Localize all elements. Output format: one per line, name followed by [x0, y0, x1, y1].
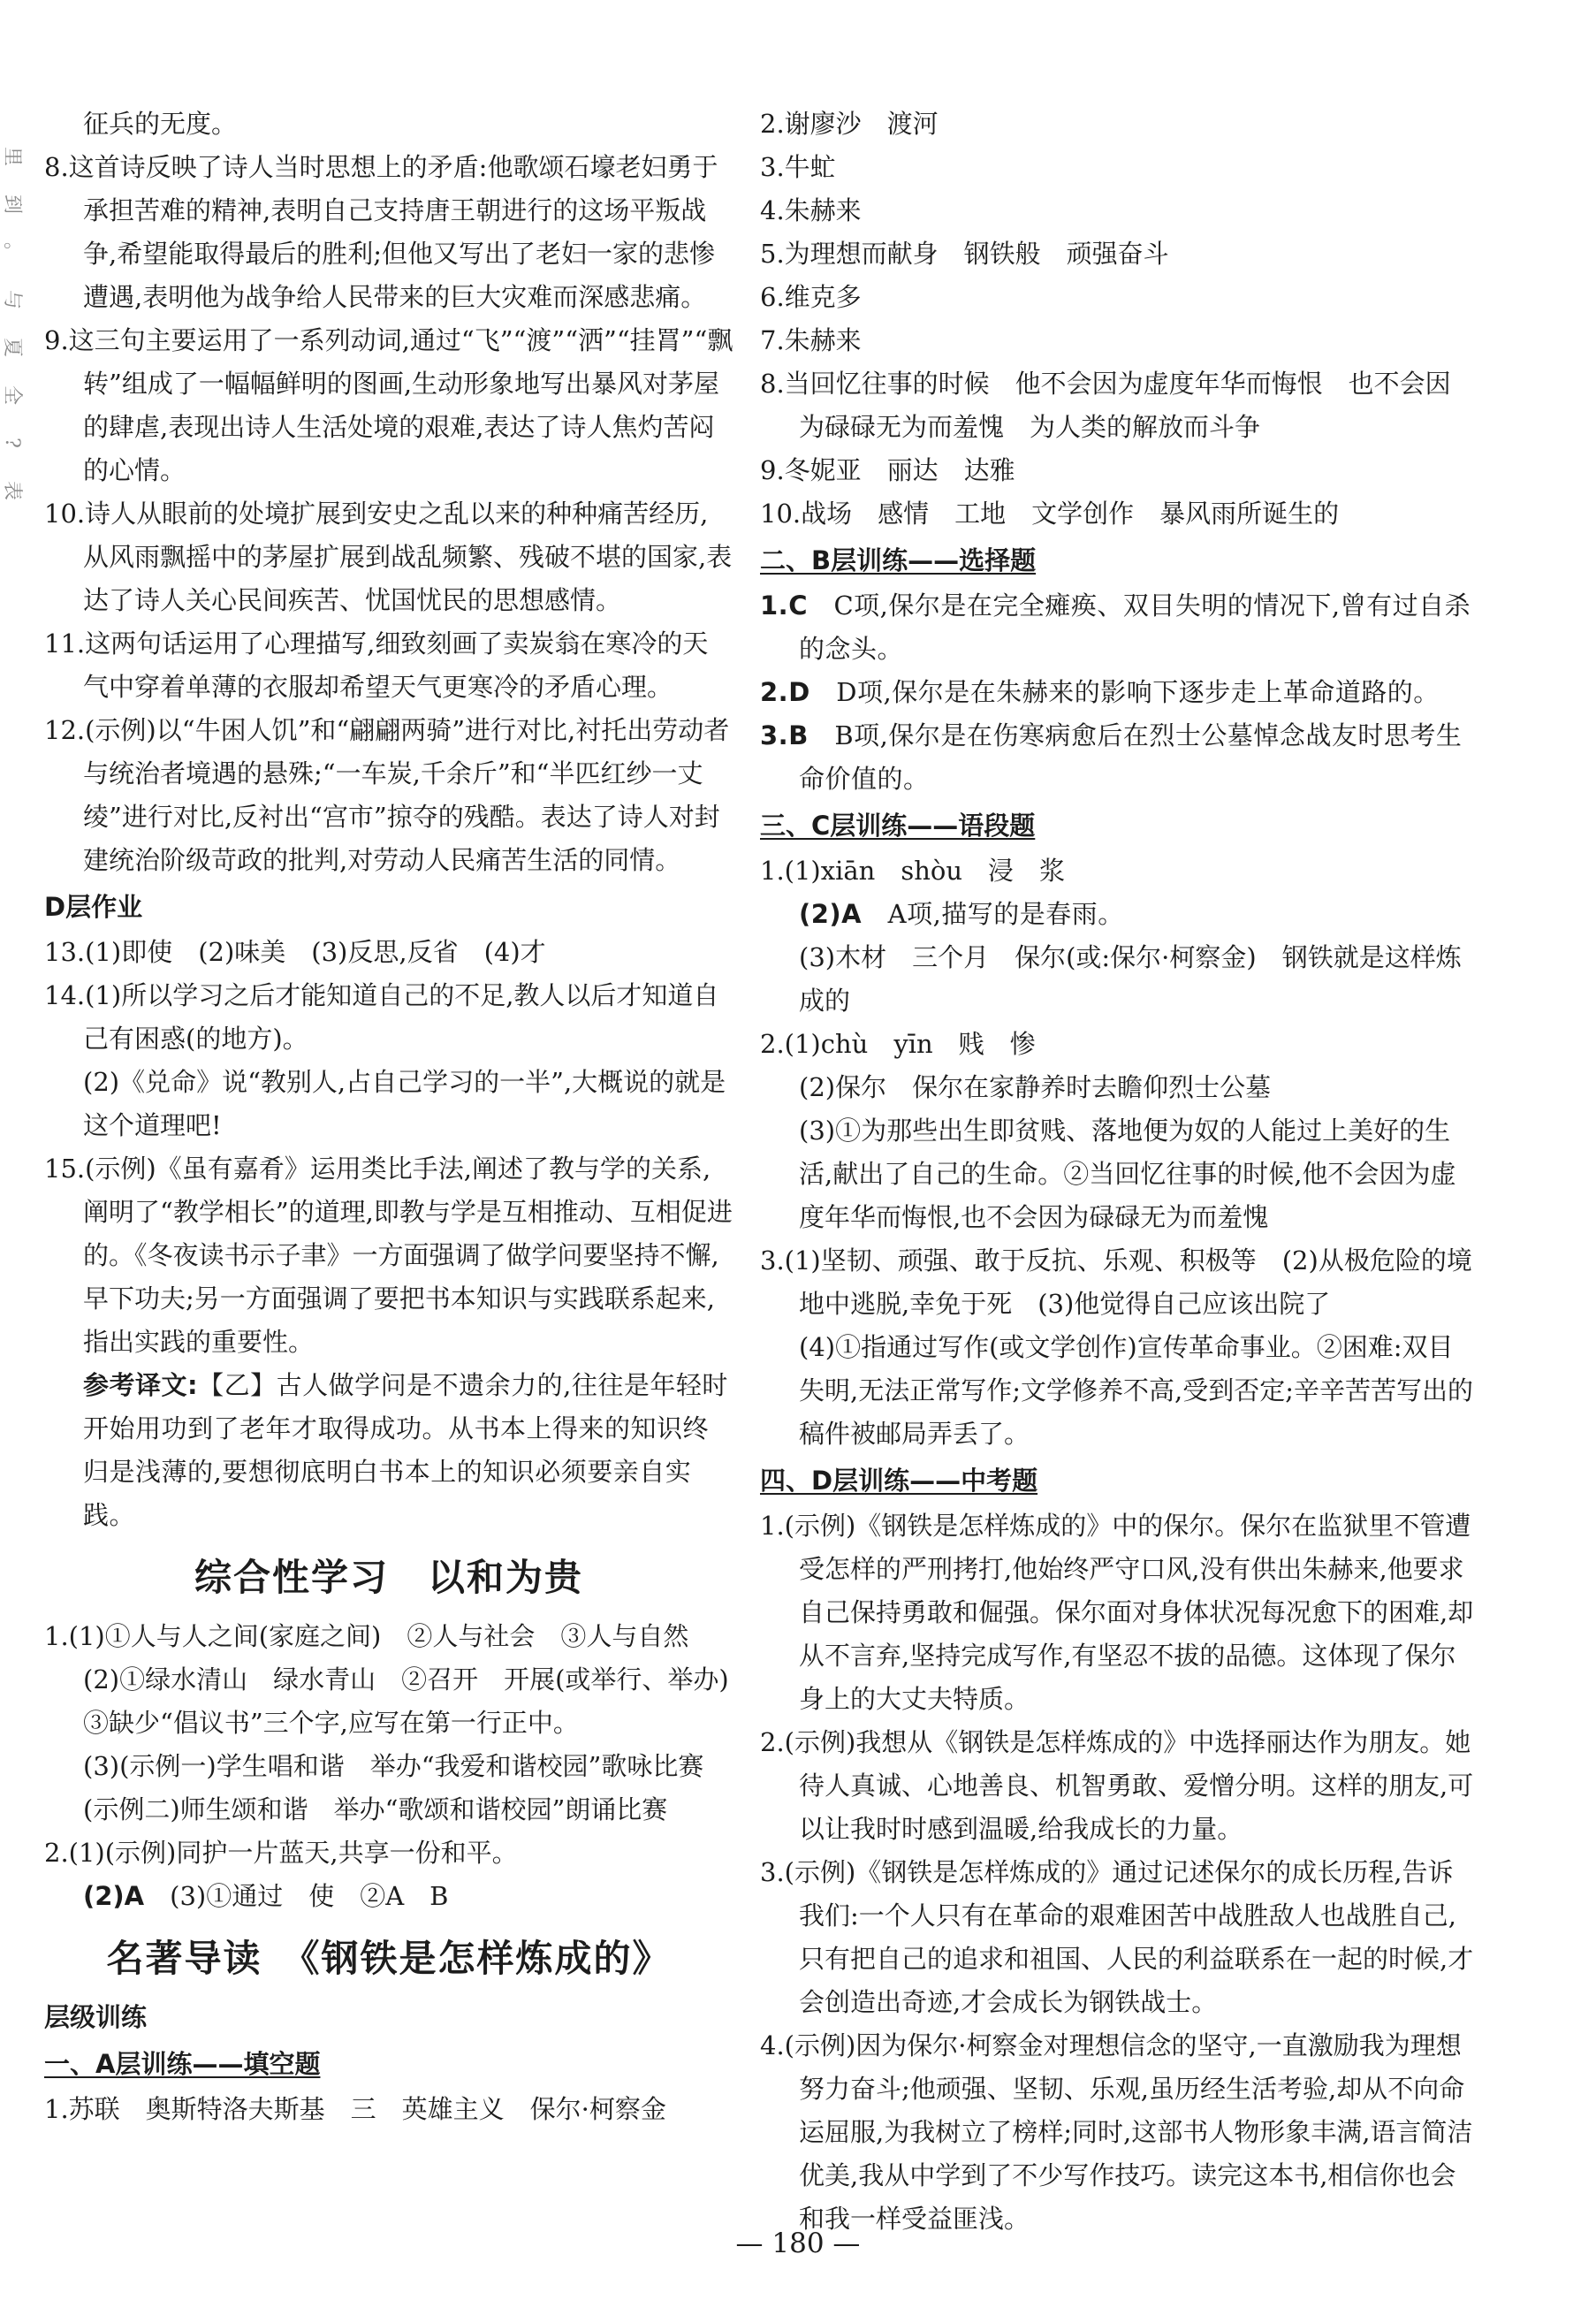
reference-translation: [44, 1364, 733, 1537]
choice-label: (2)A: [83, 1881, 145, 1911]
b-answer-2-text: D项,保尔是在朱赫来的影响下逐步走上革命道路的。: [809, 677, 1440, 707]
b-answer-3: [760, 714, 1476, 801]
a-answer-5: 5.为理想而献身 钢铁般 顽强奋斗: [760, 239, 1169, 269]
a-answer-3: 3.牛虻: [760, 152, 836, 182]
section-heading-d: D层作业: [44, 892, 143, 922]
c-answer-1-2-text: A项,描写的是春雨。: [862, 899, 1124, 929]
zh-answer-2-1: 2.(1)(示例)同护一片蓝天,共享一份和平。: [44, 1838, 518, 1868]
section-heading-a: 一、A层训练——填空题: [44, 2049, 321, 2079]
b-answer-3-text: B项,保尔是在伤寒病愈后在烈士公墓悼念战友时思考生命价值的。: [799, 720, 1463, 794]
a-answer-9: 9.冬妮亚 丽达 达雅: [760, 455, 1015, 485]
answer-13: 13.(1)即使 (2)味美 (3)反思,反省 (4)才: [44, 937, 546, 967]
zh-answer-1-1: 1.(1)①人与人之间(家庭之间) ②人与社会 ③人与自然: [44, 1621, 689, 1651]
right-column: [760, 103, 1476, 2241]
section-heading-c: 三、C层训练——语段题: [760, 811, 1036, 841]
a-answer-10: 10.战场 感情 工地 文学创作 暴风雨所诞生的: [760, 499, 1340, 529]
section-heading-d-exam: 四、D层训练——中考题: [760, 1466, 1038, 1496]
b-answer-1-label: 1.C: [760, 590, 808, 621]
zh-answer-1-3b: (示例二)师生颂和谐 举办“歌颂和谐校园”朗诵比赛: [83, 1794, 668, 1824]
answer-11: 11.这两句话运用了心理描写,细致刻画了卖炭翁在寒冷的天气中穿着单薄的衣服却希望天气更寒冷的矛盾心理。: [44, 628, 709, 702]
a-answer-8: 8.当回忆往事的时候 他不会因为虚度年华而悔恨 也不会因为碌碌无为而羞愧 为人类的解放而斗争: [760, 369, 1451, 442]
b-answer-2: [760, 671, 1476, 714]
c-answer-2-3: (3)①为那些出生即贫贱、落地便为奴的人能过上美好的生活,献出了自己的生命。②当回忆往事的时候,他不会因为虚度年华而悔恨,也不会因为碌碌无为而羞愧: [799, 1116, 1456, 1232]
c-answer-1-3: (3)木材 三个月 保尔(或:保尔·柯察金) 钢铁就是这样炼成的: [799, 942, 1462, 1016]
page-number: — 180 —: [735, 2228, 861, 2259]
translation-text: 【乙】古人做学问是不遗余力的,往往是年轻时开始用功到了老年才取得成功。从书本上得来的知识终归是浅薄的,要想彻底明白书本上的知识必须要亲自实践。: [83, 1370, 728, 1530]
d-answer-1: 1.(示例)《钢铁是怎样炼成的》中的保尔。保尔在监狱里不管遭受怎样的严刑拷打,他始终严守口风,没有供出朱赫来,他要求自己保持勇敢和倔强。保尔面对身体状况每况愈下的困难,却从不言弃,坚持完成写作,有坚忍不拔的品德。这体现了保尔身上的大丈夫特质。: [760, 1511, 1474, 1714]
section-heading-levels: 层级训练: [44, 2002, 148, 2032]
c-answer-1-1: 1.(1)xiān shòu 浸 浆: [760, 856, 1066, 886]
translation-label: 参考译文:: [83, 1370, 199, 1400]
answer-10: 10.诗人从眼前的处境扩展到安史之乱以来的种种痛苦经历,从风雨飘摇中的茅屋扩展到战乱频繁、残破不堪的国家,表达了诗人关心民间疾苦、忧国忧民的思想感情。: [44, 499, 733, 615]
answer-line: 征兵的无度。: [83, 109, 238, 139]
answer-8: 8.这首诗反映了诗人当时思想上的矛盾:他歌颂石壕老妇勇于承担苦难的精神,表明自己支持唐王朝进行的这场平叛战争,希望能取得最后的胜利;但他又写出了老妇一家的悲惨遭遇,表明他为战争给人民带来的巨大灾难而深感悲痛。: [44, 152, 718, 312]
b-answer-3-label: 3.B: [760, 720, 809, 750]
zh-answer-1-3a: (3)(示例一)学生唱和谐 举办“我爱和谐校园”歌咏比赛: [83, 1751, 704, 1781]
a-answer-2: 2.谢廖沙 渡河: [760, 109, 939, 139]
a-answer-6: 6.维克多: [760, 282, 862, 312]
c-answer-1-2-label: (2)A: [799, 899, 863, 929]
answer-12: 12.(示例)以“牛困人饥”和“翩翩两骑”进行对比,衬托出劳动者与统治者境遇的悬殊;“一车炭,千余斤”和“半匹红纱一丈绫”进行对比,反衬出“宫市”掠夺的残酷。表达了诗人对封建统治阶级苛政的批判,对劳动人民痛苦生活的同情。: [44, 715, 730, 875]
b-answer-1-text: C项,保尔是在完全瘫痪、双目失明的情况下,曾有过自杀的念头。: [799, 590, 1471, 664]
b-answer-1: [760, 584, 1476, 671]
d-answer-2: 2.(示例)我想从《钢铁是怎样炼成的》中选择丽达作为朋友。她待人真诚、心地善良、机智勇敢、爱憎分明。这样的朋友,可以让我时时感到温暖,给我成长的力量。: [760, 1727, 1474, 1844]
c-answer-2-1: 2.(1)chù yīn 贱 惨: [760, 1029, 1036, 1059]
answer-14: 14.(1)所以学习之后才能知道自己的不足,教人以后才知道自己有困惑(的地方)。: [44, 980, 719, 1054]
d-answer-4: 4.(示例)因为保尔·柯察金对理想信念的坚守,一直激励我为理想努力奋斗;他顽强、坚韧、乐观,虽历经生活考验,却从不向命运屈服,为我树立了榜样;同时,这部书人物形象丰满,语言简洁优美,我从中学到了不少写作技巧。读完这本书,相信你也会和我一样受益匪浅。: [760, 2030, 1473, 2234]
binding-gutter-fragments: 里 到 。 与 夏 全 ? 表: [1, 146, 23, 500]
zh-answer-1-2: (2)①绿水清山 绿水青山 ②召开 开展(或举行、举办) ③缺少“倡议书”三个字,应写在第一行正中。: [83, 1664, 755, 1738]
a-answer-1: 1.苏联 奥斯特洛夫斯基 三 英雄主义 保尔·柯察金: [44, 2094, 666, 2124]
heading-classic-reading: 名著导读 《钢铁是怎样炼成的》: [106, 1937, 672, 1980]
a-answer-4: 4.朱赫来: [760, 195, 862, 225]
c-answer-1-2: [760, 893, 1476, 936]
answer-15: 15.(示例)《虽有嘉肴》运用类比手法,阐述了教与学的关系,阐明了“教学相长”的道理,即教与学是互相推动、互相促进的。《冬夜读书示子聿》一方面强调了做学问要坚持不懈,早下功夫;另一方面强调了要把书本知识与实践联系起来,指出实践的重要性。: [44, 1154, 733, 1357]
b-answer-2-label: 2.D: [760, 677, 810, 707]
a-answer-7: 7.朱赫来: [760, 325, 862, 355]
d-answer-3: 3.(示例)《钢铁是怎样炼成的》通过记述保尔的成长历程,告诉我们:一个人只有在革命的艰难困苦中战胜敌人也战胜自己,只有把自己的追求和祖国、人民的利益联系在一起的时候,才会创造出奇迹,才会成长为钢铁战士。: [760, 1857, 1474, 2017]
c-answer-3-4: (4)①指通过写作(或文学创作)宣传革命事业。②困难:双目失明,无法正常写作;文学修养不高,受到否定;辛辛苦苦写出的稿件被邮局弄丢了。: [799, 1332, 1473, 1449]
zh-answer-2-2-text: (3)①通过 使 ②A B: [144, 1881, 449, 1911]
answer-14-2: (2)《兑命》说“教别人,占自己学习的一半”,大概说的就是这个道理吧!: [83, 1067, 726, 1140]
heading-comprehensive-study: 综合性学习 以和为贵: [194, 1556, 583, 1599]
zh-answer-2-2: [44, 1875, 733, 1918]
answer-9: 9.这三句主要运用了一系列动词,通过“飞”“渡”“洒”“挂罥”“飘转”组成了一幅幅鲜明的图画,生动形象地写出暴风对茅屋的肆虐,表现出诗人生活处境的艰难,表达了诗人焦灼苦闷的心情。: [44, 325, 733, 485]
c-answer-2-2: (2)保尔 保尔在家静养时去瞻仰烈士公墓: [799, 1072, 1272, 1102]
c-answer-3: 3.(1)坚韧、顽强、敢于反抗、乐观、积极等 (2)从极危险的境地中逃脱,幸免于死 (3)他觉得自己应该出院了: [760, 1245, 1472, 1319]
left-column: [44, 103, 755, 2131]
section-heading-b: 二、B层训练——选择题: [760, 545, 1037, 575]
